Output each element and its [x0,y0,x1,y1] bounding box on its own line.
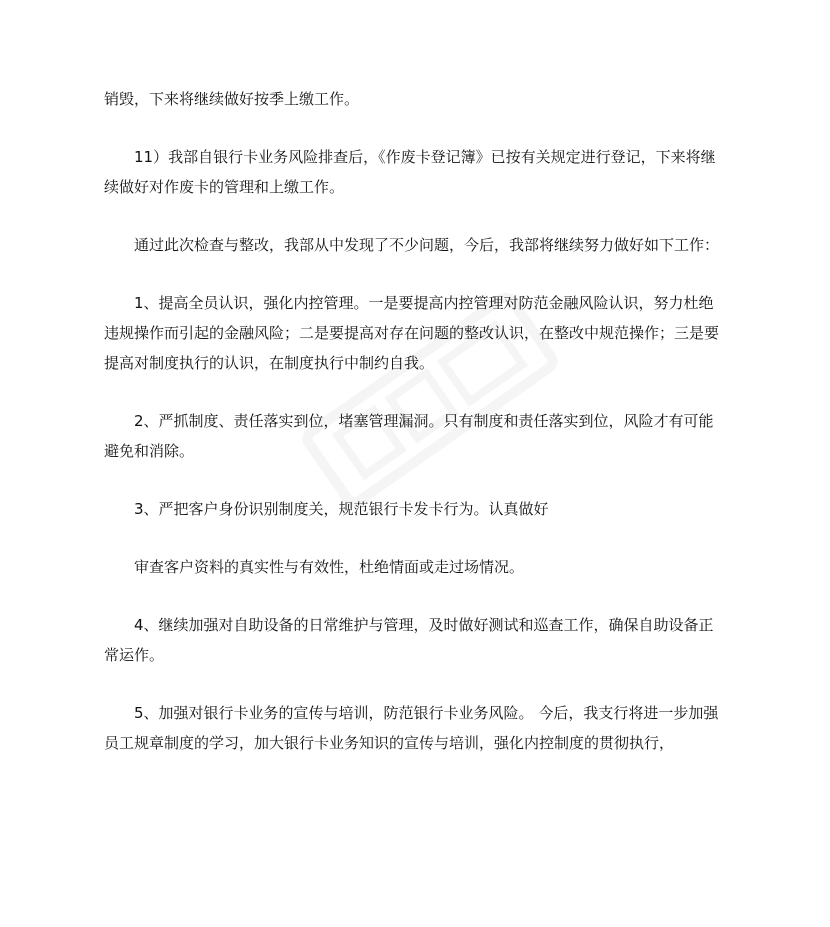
paragraph-measure-1: 1、提高全员认识，强化内控管理。一是要提高内控管理对防范金融风险认识，努力杜绝违规操作而引起的金融风险；二是要提高对存在问题的整改认识，在整改中规范操作；三是要提高对制度执行的认识，在制度执行中制约自我。 [104,294,720,372]
paragraph-measure-4: 4、继续加强对自助设备的日常维护与管理，及时做好测试和巡查工作，确保自助设备正常运作。 [104,616,714,664]
document-body [104,84,726,786]
paragraph-measure-2: 2、严抓制度、责任落实到位，堵塞管理漏洞。只有制度和责任落实到位，风险才有可能避免和消除。 [104,412,714,460]
paragraph-continuation: 销毁，下来将继续做好按季上缴工作。 [104,90,360,108]
paragraph-measure-5: 5、加强对银行卡业务的宣传与培训，防范银行卡业务风险。 今后，我支行将进一步加强员工规章制度的学习，加大银行卡业务知识的宣传与培训，强化内控制度的贯彻执行， [104,704,719,752]
paragraph-measure-3: 3、严把客户身份识别制度关，规范银行卡发卡行为。认真做好 [134,500,549,518]
paragraph-item-11: 11）我部自银行卡业务风险排查后，《作废卡登记簿》已按有关规定进行登记，下来将继续做好对作废卡的管理和上缴工作。 [104,148,716,196]
paragraph-summary: 通过此次检查与整改，我部从中发现了不少问题，今后，我部将继续努力做好如下工作： [134,236,720,254]
paragraph-measure-3-continued: 审查客户资料的真实性与有效性，杜绝情面或走过场情况。 [134,558,525,576]
